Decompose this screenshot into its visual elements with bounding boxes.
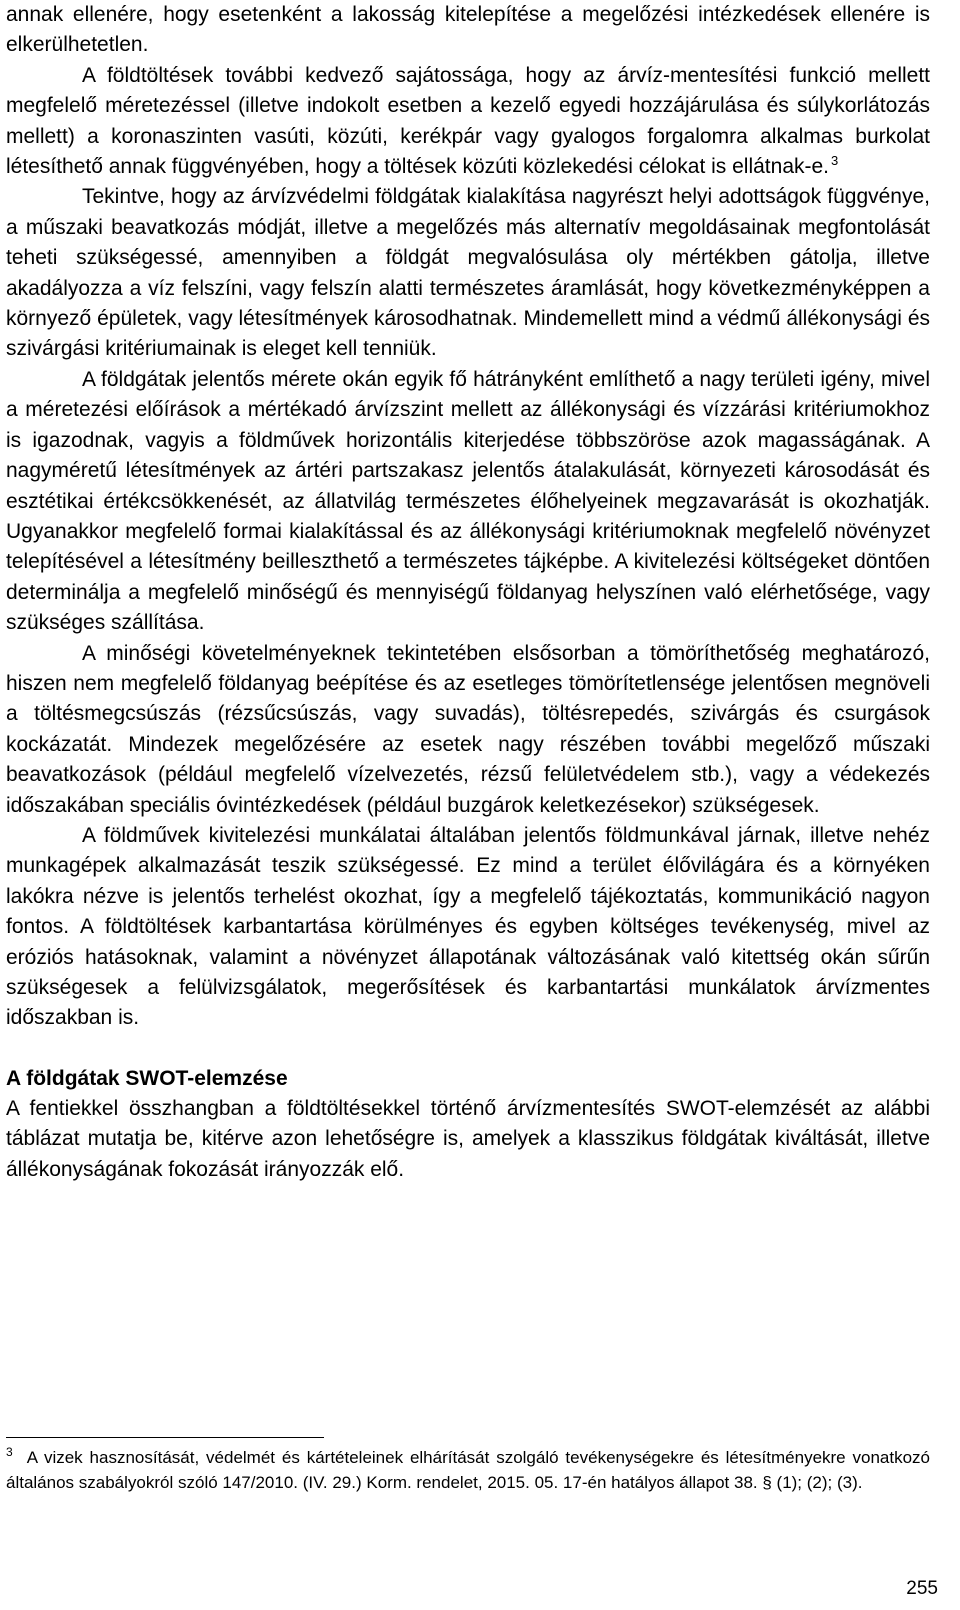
footnote-mark: 3 bbox=[6, 1445, 13, 1460]
body-paragraph: A minőségi követelményeknek tekintetében elsősorban a tömöríthetőség meghatározó, hiszen nem megfelelő földanyag beépítése és az esetleges tömörítetlensége jelentősen megnöveli a töltésmegcsúszás (rézsűcsúszás, vagy suvadás), töltésrepedés, szivárgás és csurgások kockázatát. Mindezek megelőzésére az esetek nagy részében további megelőző műszaki beavatkozások (például megfelelő vízelvezetés, rézsű felületvédelem stb.), vagy a védekezés időszakában speciális óvintézkedések (például buzgárok keletkezésekor) szükségesek. bbox=[6, 641, 930, 817]
section-heading: A földgátak SWOT-elemzése bbox=[6, 1066, 288, 1090]
footnote-separator bbox=[6, 1437, 324, 1438]
footnote bbox=[6, 1446, 930, 1495]
body-paragraph: Tekintve, hogy az árvízvédelmi földgátak kialakítása nagyrészt helyi adottságok függvénye, a műszaki beavatkozás módját, illetve a megelőzés más alternatív megoldásainak megfontolását teheti szükségessé, amennyiben a földgát megvalósulása oly mértékben gátolja, illetve akadályozza a víz felszíni, vagy felszín alatti természetes áramlását, hogy következményképpen a környező épületek, vagy létesítmények károsodhatnak. Mindemellett mind a védmű állékonysági és szivárgási kritériumainak is eleget kell tenniük. bbox=[6, 185, 930, 361]
footnote-text: A vizek hasznosítását, védelmét és kártételeinek elhárítását szolgáló tevékenységekre és létesítményekre vonatkozó általános szabályokról szóló 147/2010. (IV. 29.) Korm. rendelet, 2015. 05. 17-én hatályos állapot 38. § (1); (2); (3). bbox=[6, 1448, 930, 1492]
footnote-reference[interactable]: 3 bbox=[831, 153, 839, 169]
body-paragraph: annak ellenére, hogy esetenként a lakosság kitelepítése a megelőzési intézkedések ellenére is elkerülhetetlen. bbox=[6, 3, 930, 57]
body-paragraph: A földművek kivitelezési munkálatai általában jelentős földmunkával járnak, illetve nehéz munkagépek alkalmazását teszik szükségessé. Ez mind a terület élővilágára és a környéken lakókra nézve is jelentős terhelést okozhat, így a megfelelő tájékoztatás, kommunikáció nagyon fontos. A földtöltések karbantartása körülményes és egyben költséges tevékenység, mivel az eróziós hatásoknak, valamint a növényzet állapotának változásának való kitettség okán sűrűn szükségesek a felülvizsgálatok, megerősítések és karbantartási munkálatok árvízmentes időszakban is. bbox=[6, 823, 930, 1030]
section-paragraph: A fentiekkel összhangban a földtöltésekkel történő árvízmentesítés SWOT-elemzését az alábbi táblázat mutatja be, kitérve azon lehetőségre is, amelyek a klasszikus földgátak kiváltását, illetve állékonyságának fokozását irányozzák elő. bbox=[6, 1096, 930, 1181]
body-paragraph: A földtöltések további kedvező sajátossága, hogy az árvíz-mentesítési funkció mellett megfelelő méretezéssel (illetve indokolt esetben a kezelő egyedi hozzájárulása és súlykorlátozás mellett) a koronaszinten vasúti, közúti, kerékpár vagy gyalogos forgalomra alkalmas burkolat létesíthető annak függvényében, hogy a töltések közúti közlekedési célokat is ellátnak-e. $^3$ bbox=[6, 63, 930, 179]
document-page bbox=[6, 0, 930, 1185]
page-number: 255 bbox=[906, 1578, 938, 1599]
body-paragraph: A földgátak jelentős mérete okán egyik fő hátrányként említhető a nagy területi igény, mivel a méretezési előírások a mértékadó árvízszint mellett az állékonysági és vízzárási kritériumokhoz is igazodnak, vagyis a földművek horizontális kiterjedése többszöröse azok magasságának. A nagyméretű létesítmények az ártéri partszakasz jelentős átalakulását, környezeti károsodását és esztétikai értékcsökkenését, az állatvilág természetes élőhelyeinek megzavarását is okozhatják. Ugyanakkor megfelelő formai kialakítással és az állékonysági kritériumoknak megfelelő növényzet telepítésével a létesítmény beilleszthető a természetes tájképbe. A kivitelezési költségeket döntően determinálja a megfelelő minőségű és mennyiségű földanyag helyszínen való elérhetősége, vagy szükséges szállítása. bbox=[6, 367, 930, 635]
